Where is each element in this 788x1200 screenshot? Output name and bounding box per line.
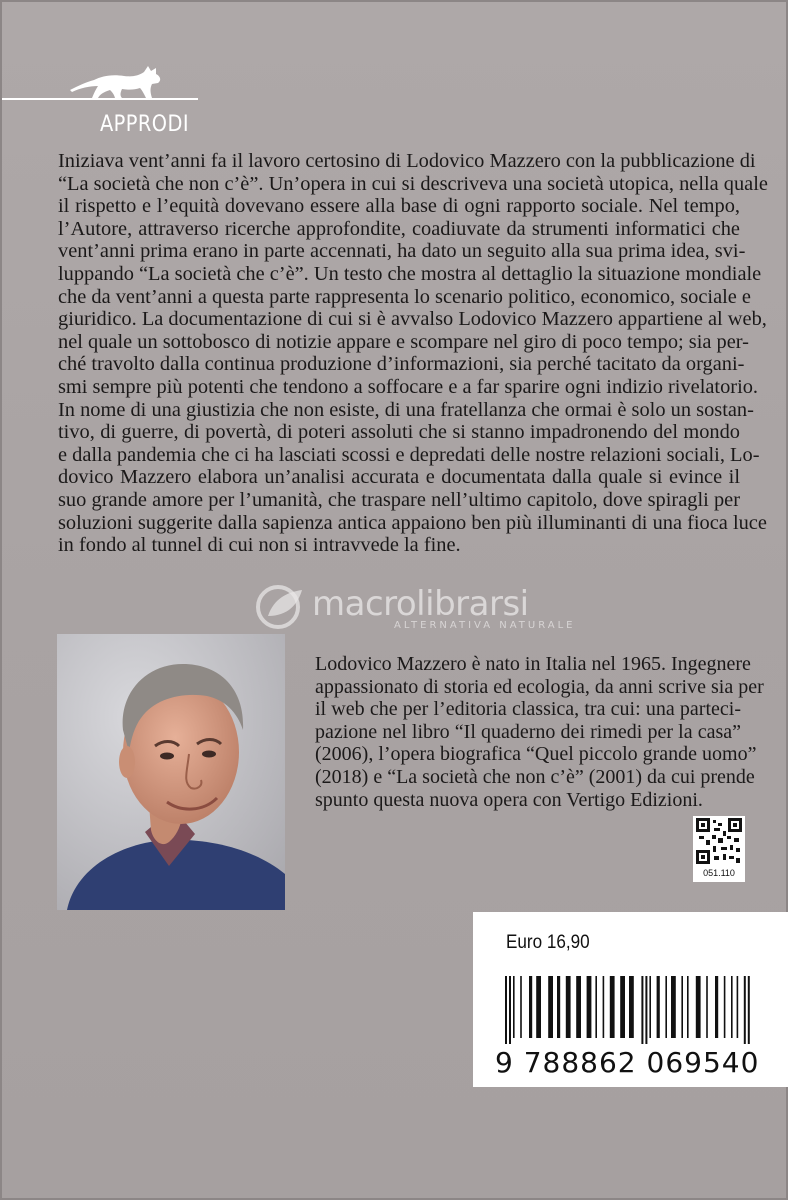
watermark-subtitle: ALTERNATIVA NATURALE bbox=[394, 620, 576, 631]
synopsis-line: ché travolto dalla continua produzione d’informazioni, sia perché tacitato da organi- bbox=[58, 353, 745, 376]
synopsis-line: suo grande amore per l’umanità, che traspare nell’ultimo capitolo, dove spiragli per bbox=[58, 488, 740, 511]
cat-logo-icon bbox=[68, 64, 168, 100]
bio-line: appassionato di storia ed ecologia, da anni scrive sia per bbox=[315, 675, 764, 698]
leaf-logo-icon bbox=[254, 582, 308, 632]
synopsis-line: Iniziava vent’anni fa il lavoro certosino di Lodovico Mazzero con la pubblicazione di bbox=[58, 150, 756, 172]
synopsis-line: vent’anni prima erano in parte accennati, ha dato un seguito alla sua prima idea, svi- bbox=[58, 240, 746, 263]
isbn-number: 9 788862 069540 bbox=[495, 1046, 760, 1079]
bio-line: il web che per l’editoria classica, tra cui: una parteci- bbox=[315, 698, 741, 721]
barcode-icon bbox=[505, 976, 767, 1044]
series-rule bbox=[2, 98, 198, 100]
synopsis-line: l’Autore, attraverso ricerche approfondite, coadiuvate da strumenti informatici che bbox=[58, 217, 740, 240]
watermark-title: macrolibrarsi bbox=[312, 584, 529, 624]
bio-line: spunto questa nuova opera con Vertigo Edizioni. bbox=[315, 788, 703, 811]
series-name: APPRODI bbox=[100, 112, 189, 137]
qr-code-number: 051.110 bbox=[703, 868, 735, 878]
watermark bbox=[254, 582, 584, 632]
synopsis-line: e dalla pandemia che ci ha lasciati scossi e depredati delle nostre relazioni sociali, Lo- bbox=[58, 443, 760, 466]
author-photo bbox=[57, 634, 285, 910]
synopsis-line: il rispetto e l’equità dovevano essere alla base di ogni rapporto sociale. Nel tempo, bbox=[58, 195, 740, 218]
synopsis-line: “La società che non c’è”. Un’opera in cui si descriveva una società utopica, nella quale bbox=[58, 172, 768, 195]
synopsis-line: in fondo al tunnel di cui non si intravvede la fine. bbox=[58, 534, 461, 557]
author-portrait-image bbox=[57, 634, 285, 910]
qr-code-icon bbox=[696, 818, 742, 864]
synopsis-line: nel quale un sottobosco di notizie appare e scompare nel giro di poco tempo; sia per- bbox=[58, 330, 749, 353]
synopsis-line: tivo, di guerre, di povertà, di poteri assoluti che si stanno impadronendo del mondo bbox=[58, 421, 740, 444]
price-label: Euro 16,90 bbox=[506, 932, 590, 953]
price-barcode-sticker bbox=[473, 912, 788, 1087]
synopsis-line: dovico Mazzero elabora un’analisi accurata e documentata dalla quale si evince il bbox=[58, 466, 740, 489]
bio-line: pazione nel libro “Il quaderno dei rimedi per la casa” bbox=[315, 720, 741, 743]
synopsis-line: che da vent’anni a questa parte rappresenta lo scenario politico, economico, sociale e bbox=[58, 285, 751, 308]
bio-line: Lodovico Mazzero è nato in Italia nel 1965. Ingegnere bbox=[315, 653, 751, 675]
synopsis-line: luppando “La società che c’è”. Un testo che mostra al dettaglio la situazione mondiale bbox=[58, 262, 762, 285]
synopsis-line: soluzioni suggerite dalla sapienza antica appaiono ben più illuminanti di una fioca luce bbox=[58, 511, 767, 534]
qr-code-label bbox=[693, 816, 745, 882]
synopsis-line: giuridico. La documentazione di cui si è avvalso Lodovico Mazzero appartiene al web, bbox=[58, 308, 767, 331]
bio-line: (2018) e “La società che non c’è” (2001) da cui prende bbox=[315, 765, 755, 788]
synopsis-line: In nome di una giustizia che non esiste, di una fratellanza che ormai è solo un sostan- bbox=[58, 398, 754, 421]
synopsis bbox=[58, 150, 768, 557]
bio-line: (2006), l’opera biografica “Quel piccolo grande uomo” bbox=[315, 743, 757, 766]
author-bio bbox=[315, 653, 764, 811]
synopsis-line: smi sempre più potenti che tendono a soffocare e a far sparire ogni indizio rivelatorio. bbox=[58, 375, 759, 398]
